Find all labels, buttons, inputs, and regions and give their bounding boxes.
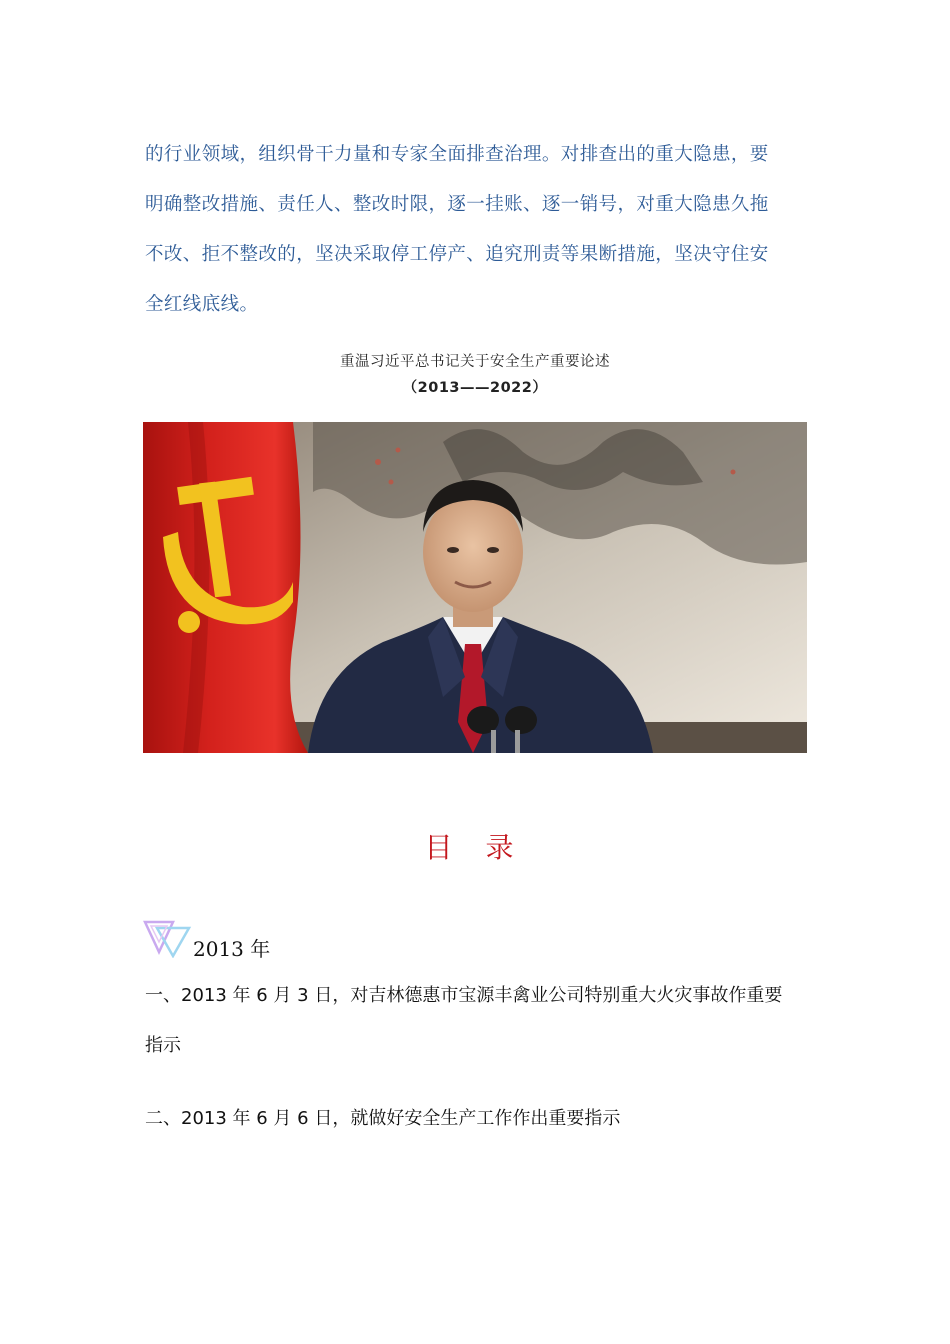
intro-line: 明确整改措施、责任人、整改时限，逐一挂账、逐一销号，对重大隐患久拖	[145, 194, 769, 215]
caption-title: 重温习近平总书记关于安全生产重要论述	[340, 354, 610, 370]
toc-item-line: 指示	[145, 1035, 181, 1056]
toc-item-line: 二、2013 年 6 月 6 日，就做好安全生产工作作出重要指示	[145, 1108, 621, 1129]
blossom	[389, 480, 394, 485]
toc-item[interactable]	[145, 971, 815, 1071]
year-heading: 2013 年	[193, 937, 271, 961]
intro-line: 不改、拒不整改的，坚决采取停工停产、追究刑责等果断措施，坚决守住安	[145, 244, 769, 265]
intro-line: 的行业领域，组织骨干力量和专家全面排查治理。对排查出的重大隐患，要	[145, 144, 769, 165]
toc-title: 目 录	[424, 831, 526, 864]
blossom	[731, 470, 736, 475]
portrait-photo	[143, 422, 807, 753]
intro-paragraph	[145, 130, 810, 330]
toc-item[interactable]	[145, 1094, 815, 1144]
triangle-logo-icon	[143, 918, 193, 958]
caption-years: （2013——2022）	[402, 380, 548, 396]
blossom	[396, 448, 401, 453]
intro-line: 全红线底线。	[145, 294, 259, 315]
blossom	[375, 459, 381, 465]
toc-item-line: 一、2013 年 6 月 3 日，对吉林德惠市宝源丰禽业公司特别重大火灾事故作重要	[145, 985, 783, 1006]
